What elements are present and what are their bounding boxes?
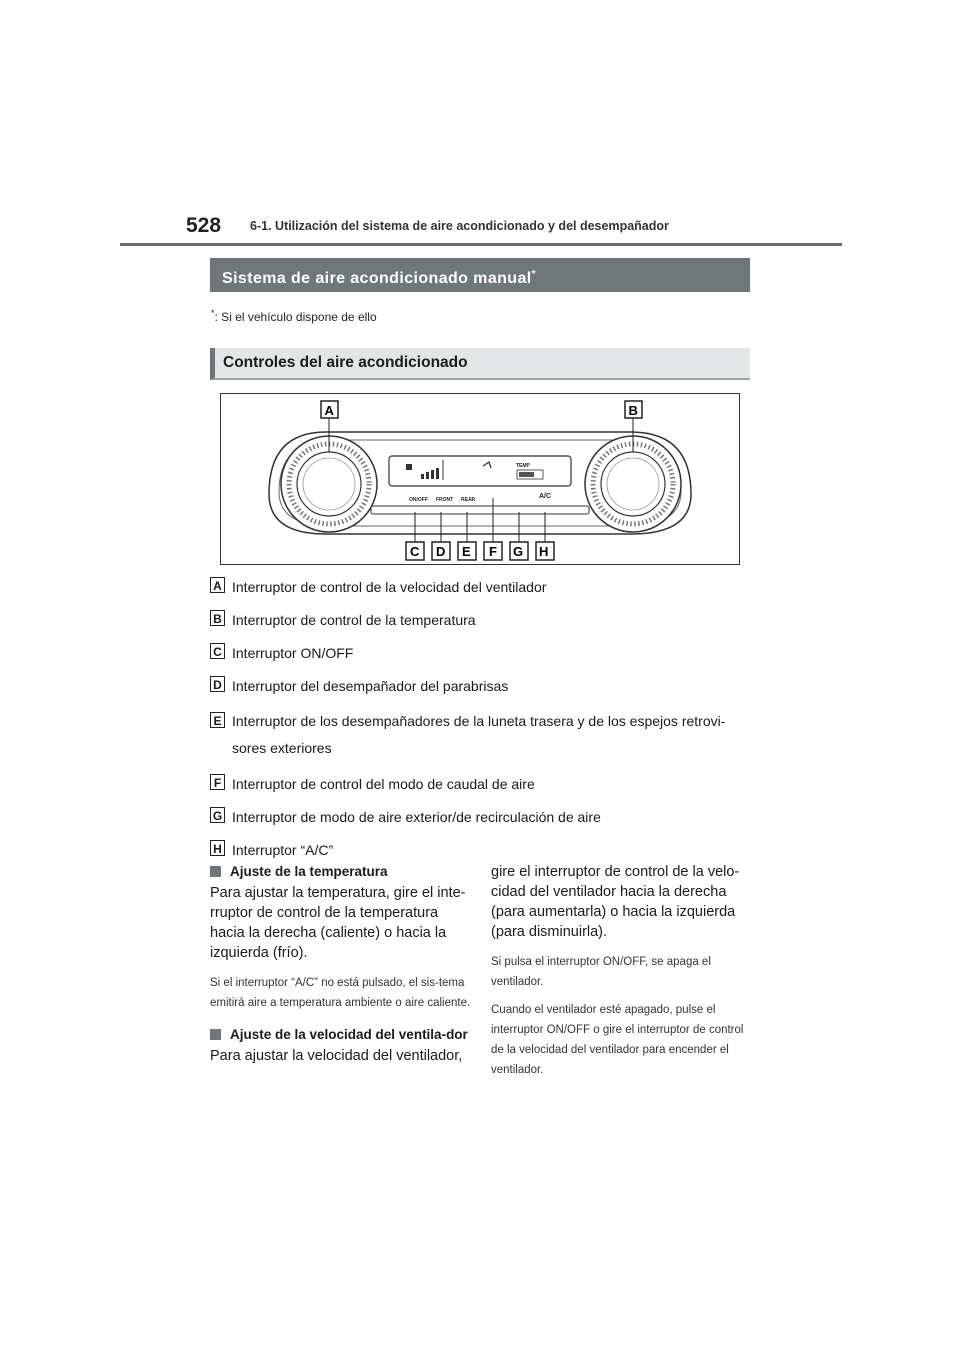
legend-item-h xyxy=(210,839,770,861)
temp-body: Para ajustar la temperatura, gire el inte-rruptor de control de la temperatura hacia la derecha (caliente) o hacia la izquierda (frío). xyxy=(210,885,466,961)
legend-item-d xyxy=(210,675,770,697)
legend-letter: B xyxy=(210,610,225,626)
ac-label: A/C xyxy=(539,493,552,500)
bullet-square-icon xyxy=(210,866,221,877)
legend-letter: H xyxy=(210,840,225,856)
footnote-text: : Si el vehículo dispone de ello xyxy=(214,310,377,324)
ac-panel-illustration xyxy=(221,394,741,566)
legend-letter: D xyxy=(210,676,225,692)
temp-note: Si el interruptor “A/C” no está pulsado, el sis-tema emitirá aire a temperatura ambiente o aire caliente. xyxy=(210,977,471,1009)
temp-label: TEMP xyxy=(516,463,530,469)
temp-heading xyxy=(210,862,472,881)
fan-indicator-icon xyxy=(406,464,412,470)
display-window xyxy=(389,456,571,486)
callout-g: G xyxy=(513,544,524,559)
header-divider xyxy=(120,243,842,246)
legend-text: Interruptor “A/C” xyxy=(232,842,334,858)
legend-letter: F xyxy=(210,774,225,790)
legend-item-g xyxy=(210,806,770,828)
legend-item-a xyxy=(210,576,770,598)
ac-control-panel-figure xyxy=(220,393,740,565)
legend-letter: A xyxy=(210,577,225,593)
fan-note-2: Cuando el ventilador esté apagado, pulse el interruptor ON/OFF o gire el interruptor de control de la velocidad del ventilador para encender el ventilador. xyxy=(491,1004,744,1076)
footnote xyxy=(211,308,377,324)
callout-e: E xyxy=(462,544,471,559)
legend-text: Interruptor de control del modo de caudal de aire xyxy=(232,776,535,792)
legend-letter: E xyxy=(210,712,225,728)
subsection-title: Controles del aire acondicionado xyxy=(210,348,750,380)
callout-a: A xyxy=(324,403,334,418)
legend-item-f xyxy=(210,773,770,795)
legend-letter: C xyxy=(210,643,225,659)
button-strip xyxy=(371,506,589,514)
callout-c: C xyxy=(410,544,420,559)
section-title-text: Sistema de aire acondicionado manual xyxy=(222,270,532,287)
legend-text: Interruptor de control de la velocidad del ventilador xyxy=(232,579,547,595)
on-off-label: ON/OFF xyxy=(409,497,428,503)
footnote-mark: * xyxy=(211,308,215,318)
page-number: 528 xyxy=(186,214,222,237)
fan-heading xyxy=(210,1025,472,1044)
callout-h: H xyxy=(539,544,549,559)
section-title xyxy=(210,258,750,292)
legend-item-e xyxy=(210,708,770,762)
right-column xyxy=(491,862,753,1088)
callout-b: B xyxy=(628,403,638,418)
fan-heading-text: Ajuste de la velocidad del ventila-dor xyxy=(230,1027,468,1042)
legend-text-cont: sores exteriores xyxy=(232,740,332,756)
legend-text: Interruptor de modo de aire exterior/de recirculación de aire xyxy=(232,809,601,825)
legend-list xyxy=(210,576,770,861)
chapter-title: 6-1. Utilización del sistema de aire acondicionado y del desempañador xyxy=(250,219,669,233)
legend-text: Interruptor ON/OFF xyxy=(232,645,354,661)
legend-letter: G xyxy=(210,807,225,823)
bullet-square-icon xyxy=(210,1029,221,1040)
legend-item-b xyxy=(210,609,770,631)
fan-body-start: Para ajustar la velocidad del ventilador, xyxy=(210,1048,463,1064)
left-column xyxy=(210,862,472,1076)
front-label: FRONT xyxy=(436,497,454,503)
temp-bar xyxy=(519,472,534,477)
callouts-bottom xyxy=(406,498,554,560)
legend-text: Interruptor del desempañador del parabrisas xyxy=(232,678,509,694)
legend-text: Interruptor de los desempañadores de la luneta trasera y de los espejos retrovi- xyxy=(232,713,726,729)
callout-d: D xyxy=(436,544,446,559)
fan-note-1: Si pulsa el interruptor ON/OFF, se apaga el ventilador. xyxy=(491,956,711,988)
callout-f: F xyxy=(489,544,497,559)
fan-body-cont: gire el interruptor de control de la velo-cidad del ventilador hacia la derecha (para aumentarla) o hacia la izquierda (para disminuirla). xyxy=(491,864,740,940)
airflow-mode-icon xyxy=(483,462,491,468)
rear-label: REAR xyxy=(461,497,476,503)
legend-text: Interruptor de control de la temperatura xyxy=(232,612,476,628)
temp-heading-text: Ajuste de la temperatura xyxy=(230,864,388,879)
legend-item-c xyxy=(210,642,770,664)
section-title-mark: * xyxy=(531,269,536,280)
